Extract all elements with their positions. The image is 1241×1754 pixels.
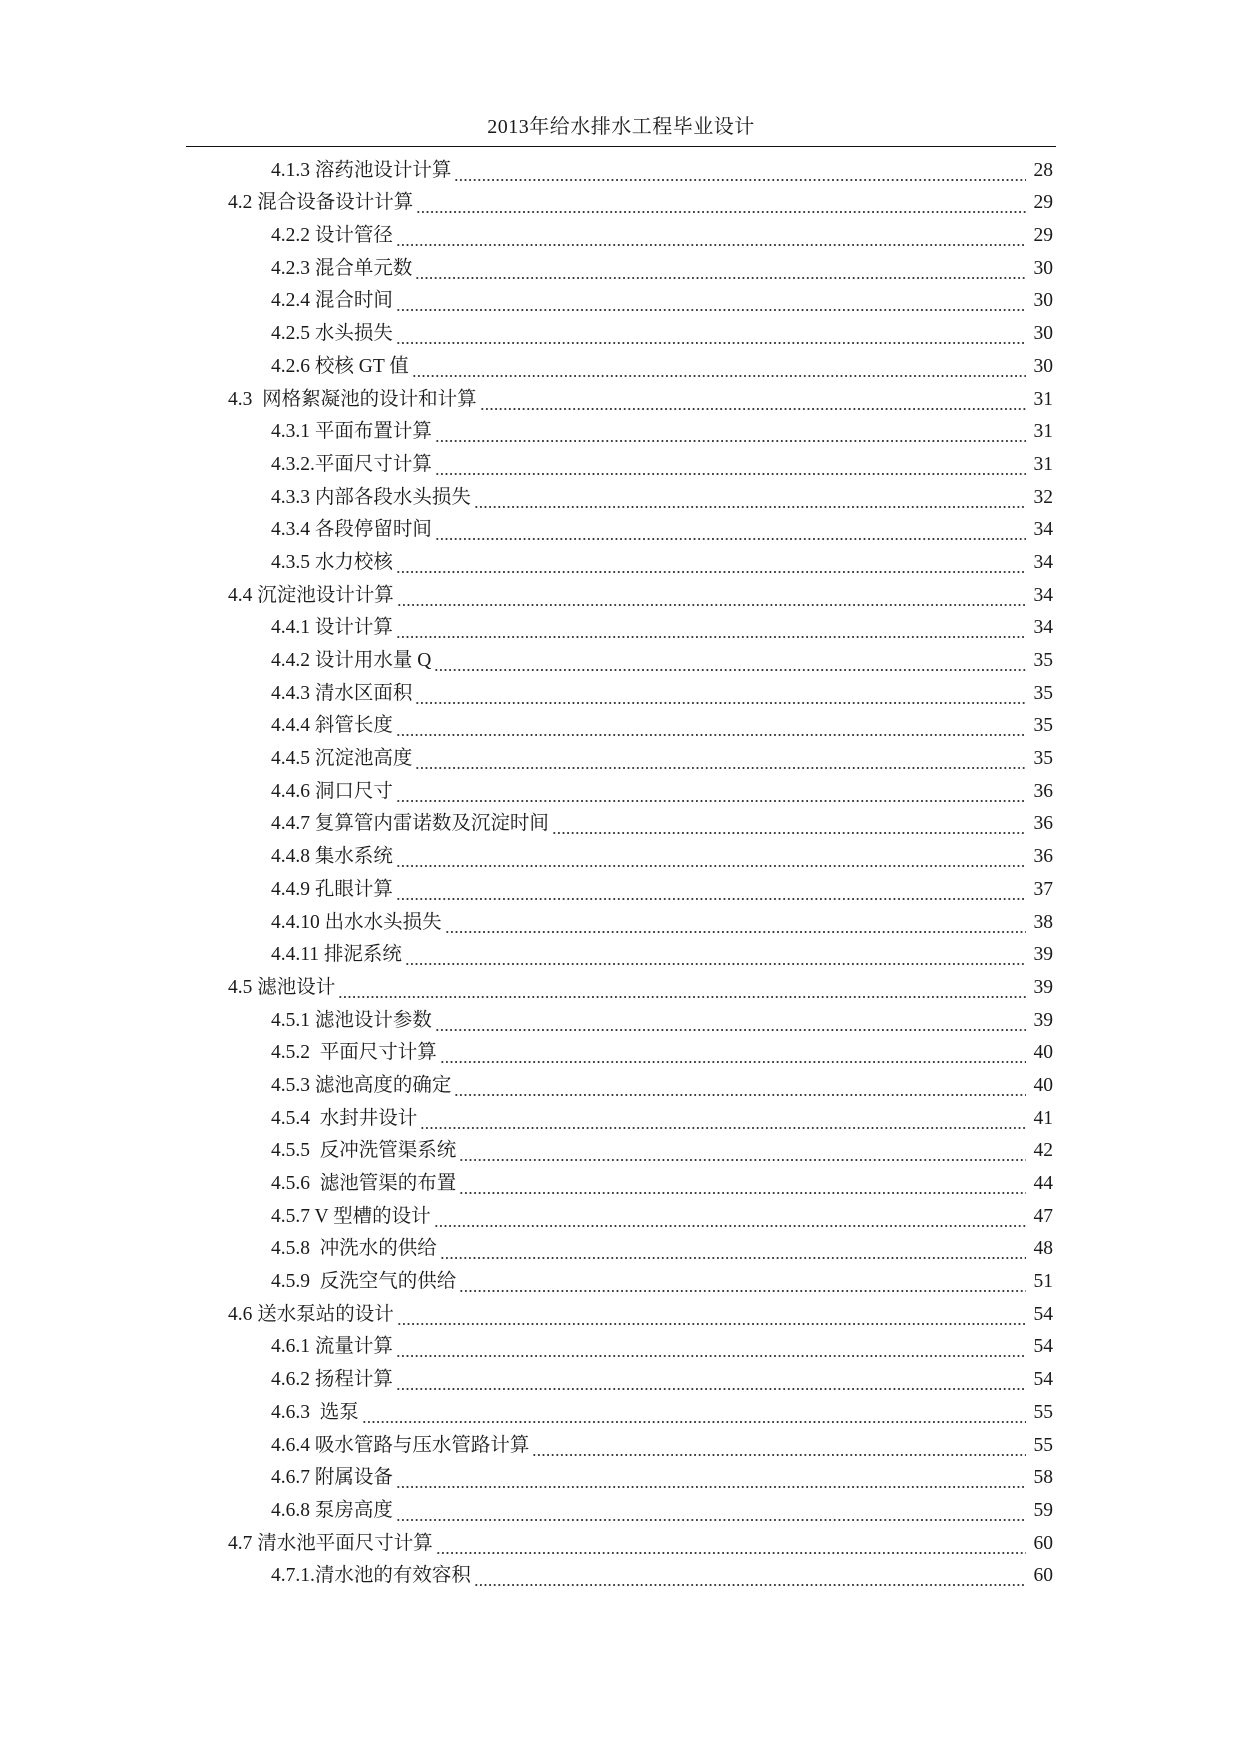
toc-subsection-entry[interactable] bbox=[0, 740, 1241, 773]
toc-subsection-entry[interactable] bbox=[0, 904, 1241, 937]
toc-dot-leader bbox=[396, 618, 1026, 640]
toc-entry-title: 4.3.4 各段停留时间 bbox=[271, 519, 432, 541]
toc-dot-leader bbox=[440, 1043, 1026, 1065]
toc-subsection-entry[interactable] bbox=[0, 544, 1241, 577]
toc-entry-title: 4.6.7 附属设备 bbox=[271, 1467, 393, 1489]
toc-dot-leader bbox=[416, 193, 1026, 215]
toc-subsection-entry[interactable] bbox=[0, 512, 1241, 545]
toc-dot-leader bbox=[338, 978, 1026, 1000]
toc-dot-leader bbox=[435, 422, 1026, 444]
toc-entry-title: 4.7 清水池平面尺寸计算 bbox=[228, 1532, 433, 1554]
toc-subsection-entry[interactable] bbox=[0, 1394, 1241, 1427]
table-of-contents bbox=[0, 152, 1241, 1590]
toc-entry-title: 4.2.5 水头损失 bbox=[271, 323, 393, 345]
toc-dot-leader bbox=[396, 553, 1026, 575]
toc-entry-title: 4.2.2 设计管径 bbox=[271, 225, 393, 247]
toc-dot-leader bbox=[434, 651, 1026, 673]
toc-dot-leader bbox=[434, 1207, 1026, 1229]
toc-subsection-entry[interactable] bbox=[0, 1263, 1241, 1296]
toc-entry-page-number: 36 bbox=[1033, 780, 1053, 802]
toc-section-entry[interactable] bbox=[0, 1296, 1241, 1329]
toc-entry-title: 4.3.5 水力校核 bbox=[271, 551, 393, 573]
toc-section-entry[interactable] bbox=[0, 185, 1241, 218]
toc-entry-title: 4.4.4 斜管长度 bbox=[271, 715, 393, 737]
toc-entry-title: 4.3.2.平面尺寸计算 bbox=[271, 453, 432, 475]
toc-entry-page-number: 35 bbox=[1033, 682, 1053, 704]
toc-dot-leader bbox=[415, 684, 1026, 706]
toc-entry-page-number: 47 bbox=[1033, 1205, 1053, 1227]
toc-dot-leader bbox=[459, 1272, 1026, 1294]
toc-entry-title: 4.2.4 混合时间 bbox=[271, 290, 393, 312]
toc-entry-title: 4.4.3 清水区面积 bbox=[271, 682, 413, 704]
toc-entry-title: 4.3.1 平面布置计算 bbox=[271, 421, 432, 443]
toc-subsection-entry[interactable] bbox=[0, 1067, 1241, 1100]
toc-entry-page-number: 60 bbox=[1033, 1532, 1053, 1554]
toc-entry-title: 4.5.7 V 型槽的设计 bbox=[271, 1205, 431, 1227]
toc-entry-title: 4.7.1.清水池的有效容积 bbox=[271, 1565, 471, 1587]
toc-entry-title: 4.4.7 复算管内雷诺数及沉淀时间 bbox=[271, 813, 549, 835]
toc-entry-page-number: 41 bbox=[1033, 1107, 1053, 1129]
toc-entry-title: 4.1.3 溶药池设计计算 bbox=[271, 159, 452, 181]
toc-entry-title: 4.5.8 冲洗水的供给 bbox=[271, 1238, 437, 1260]
toc-dot-leader bbox=[396, 1337, 1026, 1359]
toc-dot-leader bbox=[420, 1109, 1026, 1131]
header-divider bbox=[186, 146, 1056, 147]
toc-dot-leader bbox=[440, 1239, 1026, 1261]
toc-subsection-entry[interactable] bbox=[0, 1231, 1241, 1264]
toc-entry-title: 4.4.6 洞口尺寸 bbox=[271, 780, 393, 802]
toc-entry-page-number: 36 bbox=[1033, 813, 1053, 835]
toc-dot-leader bbox=[397, 1305, 1026, 1327]
toc-subsection-entry[interactable] bbox=[0, 708, 1241, 741]
toc-dot-leader bbox=[405, 945, 1026, 967]
toc-subsection-entry[interactable] bbox=[0, 283, 1241, 316]
toc-entry-title: 4.4 沉淀池设计计算 bbox=[228, 584, 394, 606]
toc-entry-title: 4.6.4 吸水管路与压水管路计算 bbox=[271, 1434, 530, 1456]
toc-subsection-entry[interactable] bbox=[0, 806, 1241, 839]
toc-entry-title: 4.5.5 反冲洗管渠系统 bbox=[271, 1140, 457, 1162]
toc-section-entry[interactable] bbox=[0, 1525, 1241, 1558]
toc-entry-page-number: 31 bbox=[1033, 388, 1053, 410]
toc-subsection-entry[interactable] bbox=[0, 479, 1241, 512]
toc-entry-page-number: 54 bbox=[1033, 1336, 1053, 1358]
toc-dot-leader bbox=[396, 880, 1026, 902]
toc-dot-leader bbox=[396, 226, 1026, 248]
toc-entry-page-number: 35 bbox=[1033, 715, 1053, 737]
toc-dot-leader bbox=[396, 324, 1026, 346]
toc-subsection-entry[interactable] bbox=[0, 1002, 1241, 1035]
toc-entry-title: 4.5.3 滤池高度的确定 bbox=[271, 1074, 452, 1096]
toc-subsection-entry[interactable] bbox=[0, 675, 1241, 708]
toc-subsection-entry[interactable] bbox=[0, 1329, 1241, 1362]
toc-dot-leader bbox=[474, 488, 1026, 510]
toc-entry-page-number: 55 bbox=[1033, 1434, 1053, 1456]
toc-dot-leader bbox=[454, 1076, 1026, 1098]
toc-entry-page-number: 30 bbox=[1033, 355, 1053, 377]
toc-entry-page-number: 31 bbox=[1033, 453, 1053, 475]
toc-entry-title: 4.6.8 泵房高度 bbox=[271, 1499, 393, 1521]
toc-entry-title: 4.6.1 流量计算 bbox=[271, 1336, 393, 1358]
toc-entry-page-number: 36 bbox=[1033, 846, 1053, 868]
toc-entry-title: 4.6.3 选泵 bbox=[271, 1401, 359, 1423]
toc-entry-page-number: 30 bbox=[1033, 257, 1053, 279]
toc-entry-title: 4.4.9 孔眼计算 bbox=[271, 878, 393, 900]
toc-subsection-entry[interactable] bbox=[0, 642, 1241, 675]
toc-entry-page-number: 29 bbox=[1033, 192, 1053, 214]
toc-entry-page-number: 37 bbox=[1033, 878, 1053, 900]
toc-entry-page-number: 30 bbox=[1033, 323, 1053, 345]
toc-entry-page-number: 55 bbox=[1033, 1401, 1053, 1423]
toc-dot-leader bbox=[396, 1370, 1026, 1392]
toc-entry-page-number: 35 bbox=[1033, 650, 1053, 671]
toc-entry-page-number: 44 bbox=[1033, 1173, 1053, 1194]
toc-entry-page-number: 34 bbox=[1033, 584, 1053, 606]
toc-subsection-entry[interactable] bbox=[0, 937, 1241, 970]
toc-entry-title: 4.4.1 设计计算 bbox=[271, 617, 393, 639]
toc-dot-leader bbox=[480, 390, 1026, 412]
toc-entry-page-number: 51 bbox=[1033, 1271, 1053, 1293]
toc-entry-title: 4.5.2 平面尺寸计算 bbox=[271, 1042, 437, 1064]
toc-dot-leader bbox=[435, 455, 1026, 477]
toc-subsection-entry[interactable] bbox=[0, 1427, 1241, 1460]
toc-dot-leader bbox=[445, 913, 1026, 935]
toc-entry-title: 4.2.6 校核 GT 值 bbox=[271, 355, 409, 377]
toc-entry-page-number: 54 bbox=[1033, 1303, 1053, 1325]
toc-entry-page-number: 28 bbox=[1033, 159, 1053, 181]
toc-entry-page-number: 32 bbox=[1033, 486, 1053, 508]
toc-subsection-entry[interactable] bbox=[0, 414, 1241, 447]
toc-subsection-entry[interactable] bbox=[0, 1133, 1241, 1166]
toc-subsection-entry[interactable] bbox=[0, 838, 1241, 871]
toc-subsection-entry[interactable] bbox=[0, 773, 1241, 806]
toc-section-entry[interactable] bbox=[0, 969, 1241, 1002]
toc-dot-leader bbox=[412, 357, 1026, 379]
toc-entry-page-number: 39 bbox=[1033, 944, 1053, 966]
toc-dot-leader bbox=[532, 1436, 1026, 1458]
toc-subsection-entry[interactable] bbox=[0, 610, 1241, 643]
toc-dot-leader bbox=[436, 1534, 1026, 1556]
toc-subsection-entry[interactable] bbox=[0, 446, 1241, 479]
toc-entry-page-number: 30 bbox=[1033, 290, 1053, 312]
toc-section-entry[interactable] bbox=[0, 577, 1241, 610]
toc-entry-title: 4.4.8 集水系统 bbox=[271, 846, 393, 868]
toc-entry-page-number: 39 bbox=[1033, 1009, 1053, 1031]
toc-entry-page-number: 39 bbox=[1033, 976, 1053, 998]
toc-subsection-entry[interactable] bbox=[0, 1361, 1241, 1394]
toc-subsection-entry[interactable] bbox=[0, 250, 1241, 283]
toc-subsection-entry[interactable] bbox=[0, 348, 1241, 381]
toc-entry-page-number: 38 bbox=[1033, 911, 1053, 933]
toc-dot-leader bbox=[396, 1501, 1026, 1523]
toc-dot-leader bbox=[396, 782, 1026, 804]
toc-entry-page-number: 40 bbox=[1033, 1074, 1053, 1096]
toc-entry-title: 4.5.4 水封井设计 bbox=[271, 1107, 418, 1129]
toc-subsection-entry[interactable] bbox=[0, 217, 1241, 250]
toc-dot-leader bbox=[396, 847, 1026, 869]
toc-entry-page-number: 60 bbox=[1033, 1565, 1053, 1587]
toc-entry-page-number: 31 bbox=[1033, 421, 1053, 443]
toc-entry-page-number: 48 bbox=[1033, 1238, 1053, 1260]
toc-dot-leader bbox=[552, 814, 1026, 836]
toc-dot-leader bbox=[474, 1566, 1026, 1588]
toc-dot-leader bbox=[396, 291, 1026, 313]
toc-subsection-entry[interactable] bbox=[0, 1198, 1241, 1231]
toc-entry-title: 4.5 滤池设计 bbox=[228, 976, 336, 998]
toc-entry-page-number: 34 bbox=[1033, 617, 1053, 639]
toc-entry-title: 4.5.6 滤池管渠的布置 bbox=[271, 1173, 457, 1194]
toc-dot-leader bbox=[396, 1468, 1026, 1490]
toc-entry-title: 4.4.2 设计用水量 Q bbox=[271, 650, 432, 671]
toc-entry-page-number: 34 bbox=[1033, 519, 1053, 541]
toc-entry-title: 4.4.11 排泥系统 bbox=[271, 944, 402, 966]
toc-entry-title: 4.2 混合设备设计计算 bbox=[228, 192, 414, 214]
toc-dot-leader bbox=[435, 1011, 1026, 1033]
toc-dot-leader bbox=[459, 1141, 1026, 1163]
toc-entry-title: 4.3 网格絮凝池的设计和计算 bbox=[228, 388, 477, 410]
toc-subsection-entry[interactable] bbox=[0, 1165, 1241, 1198]
toc-dot-leader bbox=[459, 1174, 1026, 1196]
toc-entry-title: 4.6.2 扬程计算 bbox=[271, 1369, 393, 1391]
toc-entry-page-number: 29 bbox=[1033, 225, 1053, 247]
page-header-title: 2013年给水排水工程毕业设计 bbox=[487, 116, 755, 138]
toc-dot-leader bbox=[415, 749, 1026, 771]
toc-entry-title: 4.5.1 滤池设计参数 bbox=[271, 1009, 432, 1031]
toc-entry-page-number: 35 bbox=[1033, 748, 1053, 770]
toc-subsection-entry[interactable] bbox=[0, 1035, 1241, 1068]
toc-subsection-entry[interactable] bbox=[0, 315, 1241, 348]
toc-entry-page-number: 42 bbox=[1033, 1140, 1053, 1162]
toc-entry-title: 4.5.9 反洗空气的供给 bbox=[271, 1271, 457, 1293]
toc-subsection-entry[interactable] bbox=[0, 871, 1241, 904]
toc-dot-leader bbox=[415, 259, 1026, 281]
toc-subsection-entry[interactable] bbox=[0, 152, 1241, 185]
toc-subsection-entry[interactable] bbox=[0, 1492, 1241, 1525]
toc-dot-leader bbox=[397, 586, 1026, 608]
toc-entry-page-number: 54 bbox=[1033, 1369, 1053, 1391]
toc-entry-title: 4.4.10 出水水头损失 bbox=[271, 911, 442, 933]
toc-entry-page-number: 40 bbox=[1033, 1042, 1053, 1064]
toc-entry-page-number: 58 bbox=[1033, 1467, 1053, 1489]
toc-entry-title: 4.6 送水泵站的设计 bbox=[228, 1303, 394, 1325]
toc-entry-page-number: 34 bbox=[1033, 551, 1053, 573]
toc-subsection-entry[interactable] bbox=[0, 1558, 1241, 1591]
toc-section-entry[interactable] bbox=[0, 381, 1241, 414]
toc-dot-leader bbox=[362, 1403, 1026, 1425]
toc-entry-title: 4.3.3 内部各段水头损失 bbox=[271, 486, 471, 508]
toc-entry-page-number: 59 bbox=[1033, 1499, 1053, 1521]
toc-dot-leader bbox=[396, 716, 1026, 738]
toc-entry-title: 4.2.3 混合单元数 bbox=[271, 257, 413, 279]
toc-dot-leader bbox=[435, 520, 1026, 542]
toc-subsection-entry[interactable] bbox=[0, 1460, 1241, 1493]
toc-subsection-entry[interactable] bbox=[0, 1100, 1241, 1133]
toc-dot-leader bbox=[454, 161, 1026, 183]
toc-entry-title: 4.4.5 沉淀池高度 bbox=[271, 748, 413, 770]
